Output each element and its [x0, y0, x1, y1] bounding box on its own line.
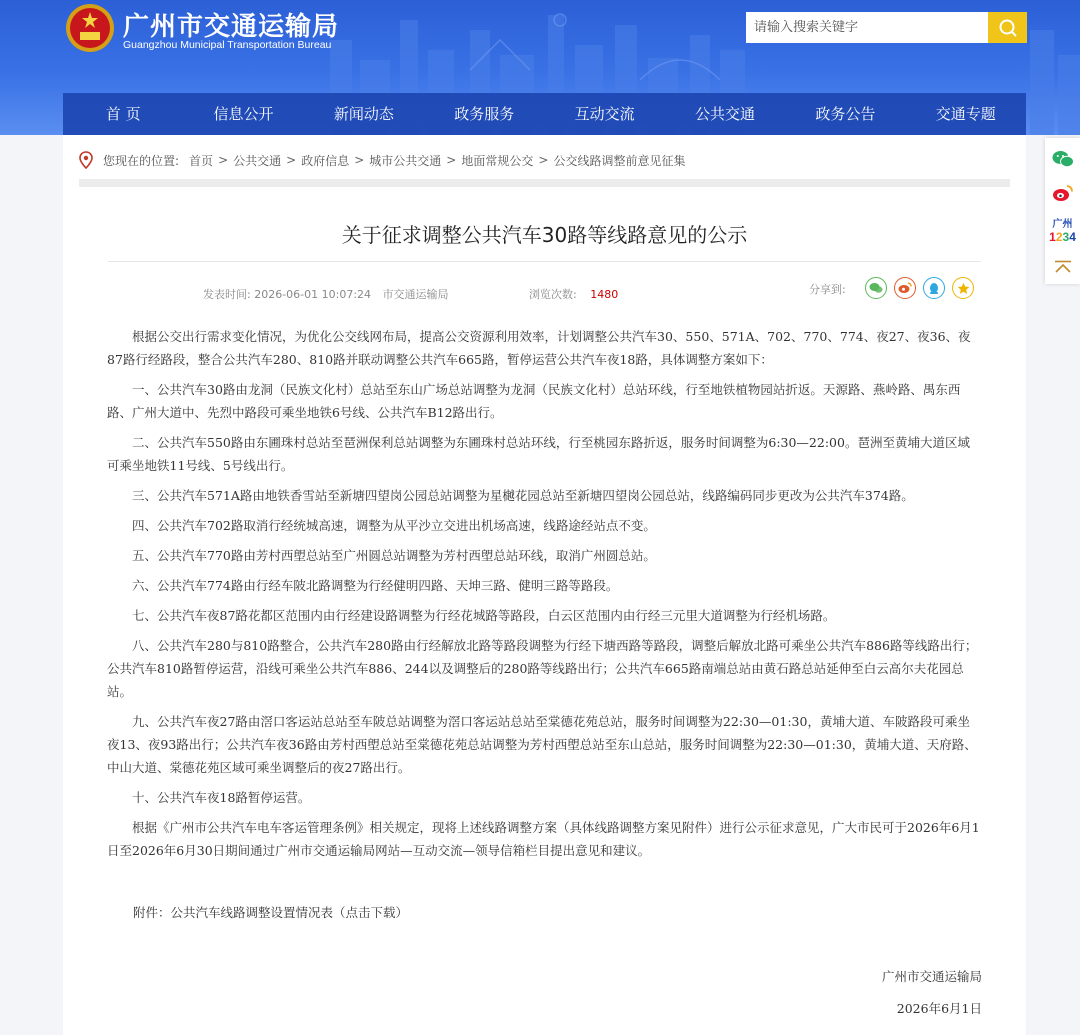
share-wechat-button[interactable] — [865, 277, 887, 299]
float-weibo-button[interactable] — [1045, 178, 1080, 208]
site-subtitle: Guangzhou Municipal Transportation Bureau — [123, 39, 332, 51]
float-hotline-button[interactable] — [1045, 212, 1080, 250]
article-paragraph: 五、公共汽车770路由芳村西塱总站至广州圆总站调整为芳村西塱总站环线，取消广州圆总站。 — [132, 548, 656, 563]
article-paragraph: 七、公共汽车夜87路花都区范围内由行经建设路调整为行经花城路等路段，白云区范围内由行经三元里大道调整为行经机场路。 — [132, 608, 836, 623]
breadcrumb-prefix: 您现在的位置: — [103, 153, 180, 168]
breadcrumb-separator: > — [354, 153, 365, 167]
article-paragraph: 一、公共汽车30路由龙洞（民族文化村）总站至东山广场总站调整为龙洞（民族文化村）总站环线，行至地铁植物园站折返。天源路、燕岭路、禺东西路、广州大道中、先烈中路段可乘坐地铁6号线、公共汽车B12路出行。 — [107, 382, 961, 420]
site-title: 广州市交通运输局 — [123, 12, 340, 42]
search-button[interactable] — [988, 12, 1027, 43]
publish-time: 2026-06-01 10:07:24 — [254, 288, 372, 301]
float-wechat-button[interactable] — [1045, 144, 1080, 174]
breadcrumb-separator: > — [446, 153, 457, 167]
location-pin-icon — [79, 151, 93, 169]
search-icon — [998, 18, 1018, 38]
main-nav — [63, 93, 1026, 135]
breadcrumb-link-home[interactable]: 首页 — [189, 153, 214, 168]
article-title: 关于征求调整公共汽车30路等线路意见的公示 — [341, 223, 748, 247]
article-paragraph: 四、公共汽车702路取消行经统城高速，调整为从平沙立交进出机场高速，线路途经站点不变。 — [132, 518, 656, 533]
breadcrumb — [79, 149, 685, 171]
back-to-top-button[interactable] — [1045, 254, 1080, 280]
breadcrumb-link-ground-bus[interactable]: 地面常规公交 — [461, 153, 534, 168]
nav-item-announcements[interactable]: 政务公告 — [815, 105, 876, 123]
nav-item-public-transport[interactable]: 公共交通 — [695, 105, 756, 123]
share-label: 分享到: — [809, 283, 846, 296]
attachment-link[interactable]: 附件：公共汽车线路调整设置情况表（点击下载） — [133, 905, 409, 920]
share-favorite-button[interactable] — [952, 277, 974, 299]
views-label: 浏览次数: — [529, 288, 577, 301]
nav-item-home[interactable]: 首 页 — [105, 105, 141, 123]
wechat-icon — [1052, 150, 1074, 168]
weibo-icon — [898, 282, 912, 294]
nav-item-transport-topics[interactable]: 交通专题 — [935, 105, 996, 123]
title-divider — [108, 261, 981, 262]
article-paragraph: 根据《广州市公共汽车电车客运管理条例》相关规定，现将上述线路调整方案（具体线路调整方案见附件）进行公示征求意见，广大市民可于2026年6月1日至2026年6月30日期间通过广州市交通运输局网站—互动交流—领导信箱栏目提出意见和建议。 — [107, 820, 980, 858]
signature-org: 广州市交通运输局 — [881, 969, 982, 984]
article-paragraph: 二、公共汽车550路由东圃珠村总站至琶洲保利总站调整为东圃珠村总站环线，行至桃园东路折返，服务时间调整为6:30—22:00。琶洲至黄埔大道区域可乘坐地铁11号线、5号线出行。 — [107, 435, 970, 473]
nav-item-news[interactable]: 新闻动态 — [333, 105, 394, 123]
views-meta — [529, 286, 618, 302]
wechat-icon — [869, 282, 883, 294]
article-paragraph: 根据公交出行需求变化情况，为优化公交线网布局，提高公交资源利用效率，计划调整公共汽车30、550、571A、702、770、774、夜27、夜36、夜87路行经路段，整合公共汽车280、810路并联动调整公共汽车665路，暂停运营公共汽车夜18路，具体调整方案如下： — [107, 329, 971, 367]
breadcrumb-link-route-adjustment[interactable]: 公交线路调整前意见征集 — [553, 153, 686, 168]
article-paragraph: 六、公共汽车774路由行经车陂北路调整为行经健明四路、天坤三路、健明三路等路段。 — [132, 578, 619, 593]
article-paragraph: 三、公共汽车571A路由地铁香雪站至新塘四望岗公园总站调整为星樾花园总站至新塘四望岗公园总站，线路编码同步更改为公共汽车374路。 — [132, 488, 914, 503]
floating-side-panel — [1045, 138, 1080, 284]
signature-date: 2026年6月1日 — [896, 1001, 982, 1016]
breadcrumb-link-government-info[interactable]: 政府信息 — [301, 153, 350, 168]
star-icon — [957, 282, 970, 295]
publish-label: 发表时间: — [203, 288, 251, 301]
share-qq-button[interactable] — [923, 277, 945, 299]
weibo-icon — [1052, 184, 1074, 202]
breadcrumb-separator: > — [286, 153, 297, 167]
nav-item-interaction[interactable]: 互动交流 — [574, 105, 635, 123]
breadcrumb-link-public-transport[interactable]: 公共交通 — [233, 153, 282, 168]
article-source: 市交通运输局 — [382, 288, 449, 301]
article-body — [107, 325, 982, 869]
article-paragraph: 八、公共汽车280与810路整合，公共汽车280路由行经解放北路等路段调整为行经下塘西路等路段，调整后解放北路可乘坐公共汽车886路等线路出行；公共汽车810路暂停运营，沿线可乘坐公共汽车886、244以及调整后的280路等线路出行；公共汽车665路南端总站由黄石路总站延伸至白云高尔夫花园总站。 — [107, 638, 978, 699]
breadcrumb-separator: > — [218, 153, 229, 167]
views-count: 1480 — [590, 288, 619, 301]
back-to-top-icon — [1054, 260, 1072, 274]
publish-meta — [203, 286, 449, 302]
qq-icon — [928, 282, 940, 295]
hotline-label: 广州 — [1052, 219, 1073, 230]
breadcrumb-link-city-public-transport[interactable]: 城市公共交通 — [369, 153, 442, 168]
share-weibo-button[interactable] — [894, 277, 916, 299]
nav-item-info-disclosure[interactable]: 信息公开 — [213, 105, 274, 123]
national-emblem-icon — [64, 2, 116, 54]
content-panel — [63, 135, 1026, 1035]
article-paragraph: 十、公共汽车夜18路暂停运营。 — [132, 790, 311, 805]
article-paragraph: 九、公共汽车夜27路由滘口客运站总站至车陂总站调整为滘口客运站总站至棠德花苑总站，服务时间调整为22:30—01:30，黄埔大道、车陂路段可乘坐夜13、夜93路出行；公共汽车夜36路由芳村西塱总站至棠德花苑总站调整为芳村西塱总站至东山总站，服务时间调整为22:30—01:30，黄埔大道、天府路、中山大道、棠德花苑区域可乘坐调整后的夜27路出行。 — [107, 714, 977, 775]
nav-item-government-services[interactable]: 政务服务 — [454, 105, 515, 123]
breadcrumb-divider — [79, 179, 1010, 187]
breadcrumb-separator: > — [538, 153, 549, 167]
search-input[interactable] — [746, 12, 988, 43]
hotline-number: 1234 — [1049, 230, 1076, 244]
